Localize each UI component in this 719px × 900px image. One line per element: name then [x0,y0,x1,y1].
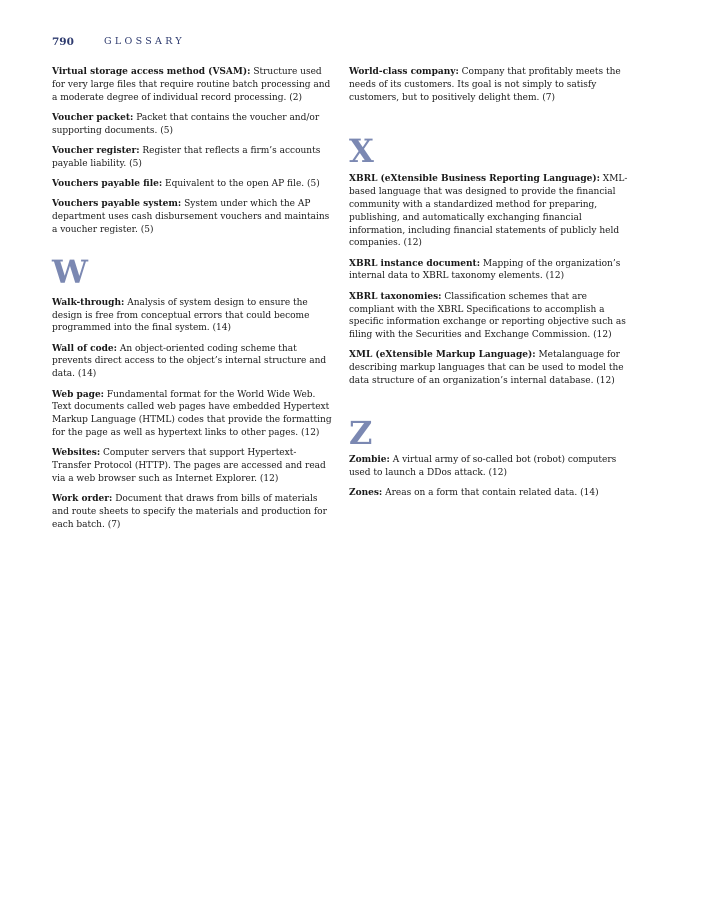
entry-term: Vouchers payable file: [52,179,163,190]
glossary-entry [349,454,631,480]
entry-term: XBRL (eXtensible Business Reporting Language): [349,174,600,185]
entry-term: Websites: [52,448,101,459]
glossary-entry [52,178,334,191]
entry-term: Work order: [52,494,113,505]
glossary-entry [52,447,334,485]
entry-term: XBRL taxonomies: [349,291,442,302]
glossary-entry [52,145,334,171]
entry-term: XML (eXtensible Markup Language): [349,350,536,361]
entry-definition: Classification schemes that are compliant with the XBRL Specifications to accomplish a specific information exchange or reporting objective such as filing with the Securities and Exchange Commission. (12) [349,291,626,341]
section-letter-x: X [349,132,374,171]
entry-definition: Fundamental format for the World Wide Web. Text documents called web pages have embedded Hypertext Markup Language (HTML) codes that provide the formatting for the page as well as hypertext links to other pages. (12) [52,389,332,438]
entry-definition: XML-based language that was designed to provide the financial community with a standardized method for preparing, publishing, and automatically exchanging financial information, including financial statements of publicly held companies. (12) [349,174,628,249]
glossary-entry [349,349,631,387]
glossary-entry [52,343,334,381]
glossary-entry [52,389,334,440]
entry-definition: A virtual army of so-called bot (robot) computers used to launch a DDos attack. (12) [349,454,617,478]
glossary-entry [349,66,631,104]
left-column [52,66,334,539]
entry-term: Walk-through: [52,297,125,308]
entry-term: XBRL instance document: [349,258,481,269]
entry-term: Zones: [349,487,383,498]
entry-definition: Company that profitably meets the needs of its customers. Its goal is not simply to satisfy customers, but to positively delight them. (7) [349,67,621,103]
entry-definition: Equivalent to the open AP file. (5) [165,179,320,190]
glossary-entry [52,198,334,236]
glossary-entry [349,173,631,250]
entry-definition: Structure used for very large files that require routine batch processing and a moderate degree of individual record processing. (2) [52,67,331,103]
entry-definition: Register that reflects a firm’s accounts payable liability. (5) [52,145,321,169]
entry-term: Web page: [52,389,104,400]
entry-term: Voucher packet: [52,112,134,123]
glossary-entry [52,493,334,531]
right-column [349,66,631,507]
entry-definition: Mapping of the organization’s internal data to XBRL taxonomy elements. (12) [349,258,621,282]
glossary-entry [349,291,631,342]
entry-term: Vouchers payable system: [52,199,182,210]
entry-definition: System under which the AP department uses cash disbursement vouchers and maintains a voucher register. (5) [52,199,330,235]
entry-definition: Metalanguage for describing markup languages that can be used to model the data structure of an organization’s internal database. (12) [349,350,624,387]
entry-definition: An object-oriented coding scheme that prevents direct access to the object’s internal structure and data. (14) [52,343,327,380]
entry-definition: Computer servers that support Hypertext- Transfer Protocol (HTTP). The pages are accessed and read via a web browser such as Internet Explorer. (12) [52,448,326,484]
glossary-entry [52,297,334,335]
entry-definition: Document that draws from bills of materials and route sheets to specify the materials and production for each batch. (7) [52,494,327,530]
entry-definition: Analysis of system design to ensure the design is free from conceptual errors that could become programmed into the final system. (14) [52,297,310,334]
running-title: GLOSSARY [104,36,185,47]
glossary-entry [349,487,631,500]
entry-term: Virtual storage access method (VSAM): [52,67,251,77]
entry-term: World-class company: [349,67,459,77]
entry-term: Voucher register: [52,145,140,156]
entry-term: Zombie: [349,454,390,465]
entry-definition: Packet that contains the voucher and/or supporting documents. (5) [52,112,320,136]
entry-definition: Areas on a form that contain related data. (14) [385,487,599,498]
glossary-entry [52,66,334,104]
glossary-entry [52,112,334,138]
section-letter-z: Z [349,413,373,452]
section-letter-w: W [52,252,88,291]
entry-term: Wall of code: [52,343,117,354]
page-number: 790 [52,36,74,48]
glossary-entry [349,258,631,284]
